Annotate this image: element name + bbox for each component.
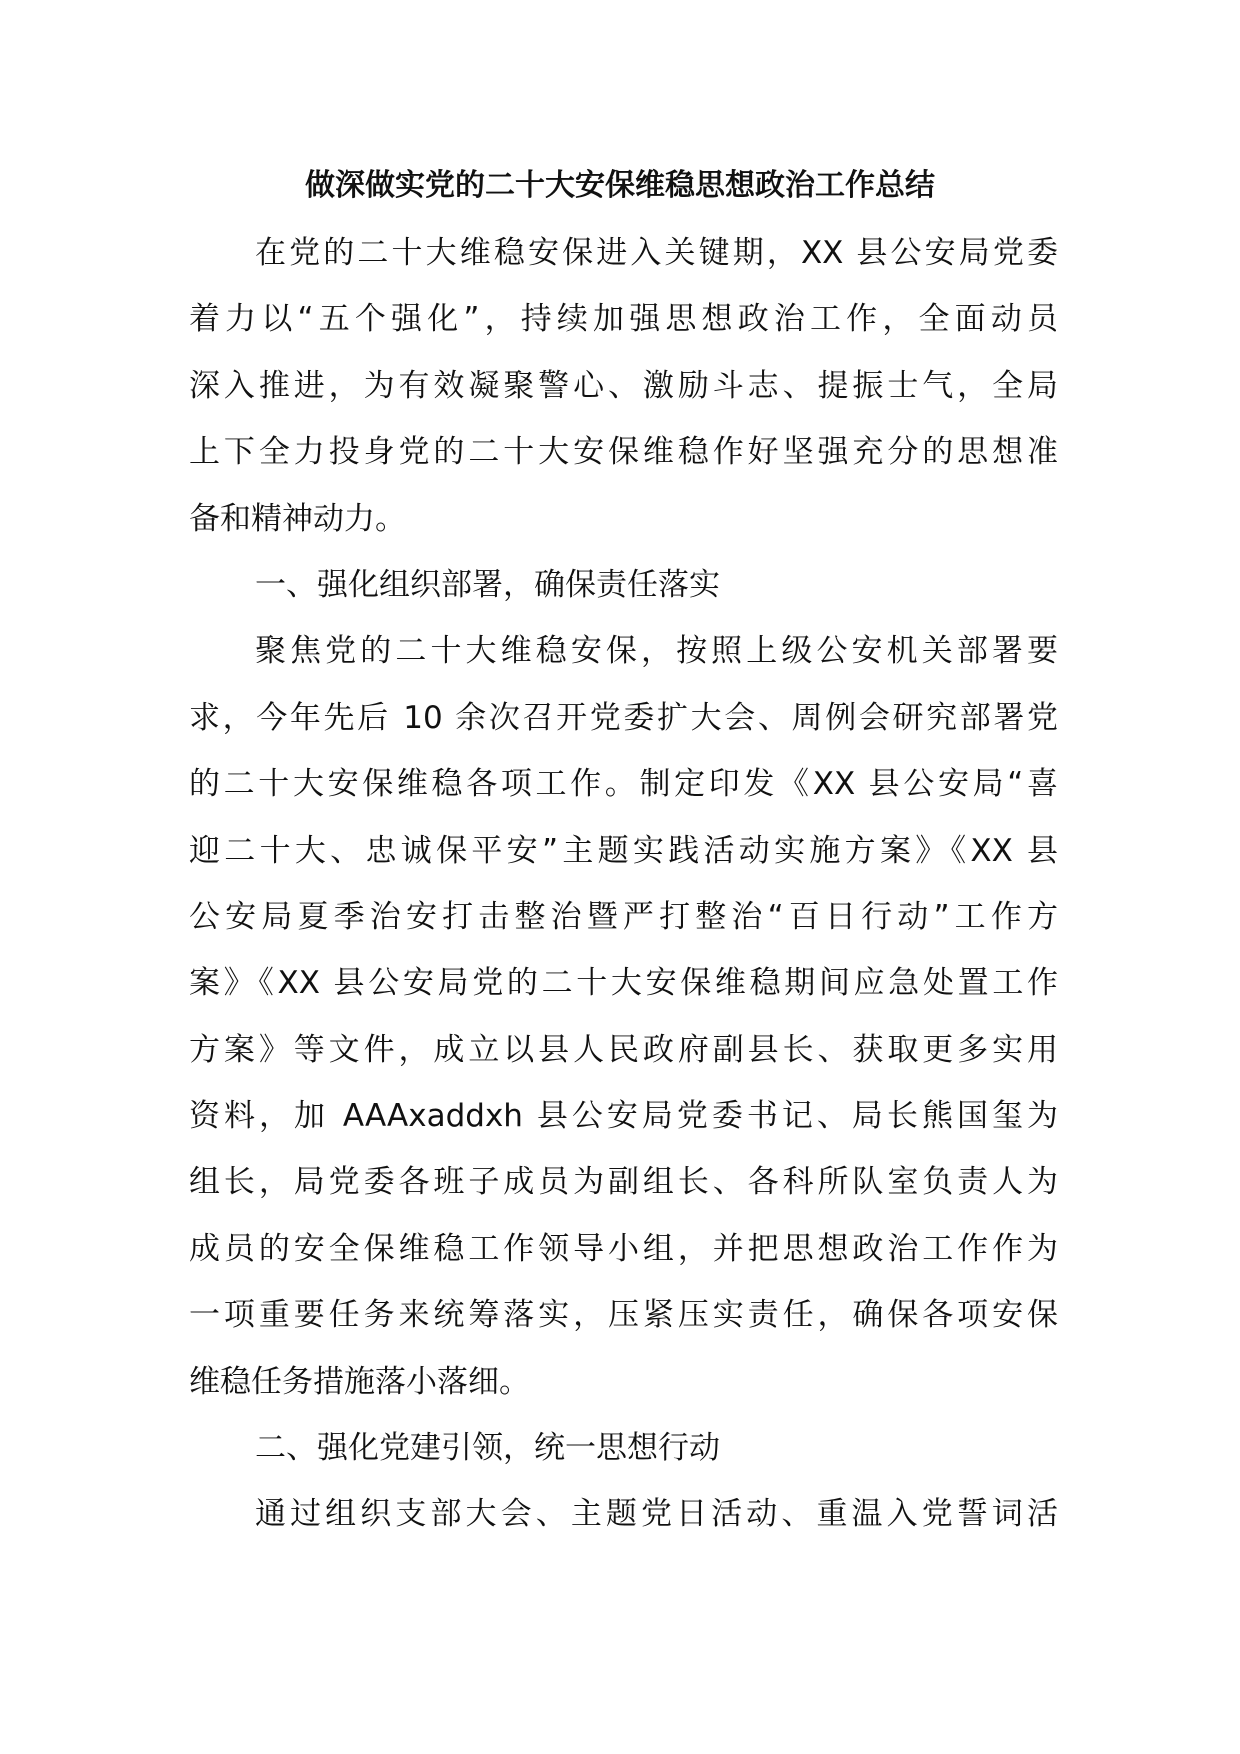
text-line: 二、强化党建引领，统一思想行动 <box>255 1430 720 1467</box>
text-line: 的二十大安保维稳各项工作。制定印发《XX 县公安局“喜 <box>189 766 1058 803</box>
text-line: 一、强化组织部署，确保责任落实 <box>255 566 720 603</box>
paragraph <box>189 1481 1058 1547</box>
text-line: 通过组织支部大会、主题党日活动、重温入党誓词活 <box>255 1496 1058 1533</box>
text-line: 备和精神动力。 <box>189 500 406 537</box>
paragraph <box>189 618 1058 1415</box>
text-line: 一项重要任务来统筹落实，压紧压实责任，确保各项安保 <box>189 1297 1058 1334</box>
text-line: 维稳任务措施落小落细。 <box>189 1363 530 1400</box>
text-line: 深入推进，为有效凝聚警心、激励斗志、提振士气，全局 <box>189 367 1058 404</box>
text-line: 求，今年先后 10 余次召开党委扩大会、周例会研究部署党 <box>189 699 1058 736</box>
text-line: 着力以“五个强化”，持续加强思想政治工作，全面动员 <box>189 301 1058 338</box>
text-line: 上下全力投身党的二十大安保维稳作好坚强充分的思想准 <box>189 434 1058 471</box>
document-title: 做深做实党的二十大安保维稳思想政治工作总结 <box>305 168 935 203</box>
text-line: 资料，加 AAAxaddxh 县公安局党委书记、局长熊国玺为 <box>189 1098 1058 1135</box>
document-body <box>189 220 1058 1548</box>
text-line: 聚焦党的二十大维稳安保，按照上级公安机关部署要 <box>255 633 1058 670</box>
text-line: 迎二十大、忠诚保平安”主题实践活动实施方案》《XX 县 <box>189 832 1058 869</box>
text-line: 在党的二十大维稳安保进入关键期，XX 县公安局党委 <box>255 235 1058 271</box>
section-heading <box>189 552 1058 618</box>
paragraph <box>189 220 1058 552</box>
text-line: 公安局夏季治安打击整治暨严打整治“百日行动”工作方 <box>189 898 1058 935</box>
section-heading <box>189 1415 1058 1481</box>
text-line: 成员的安全保维稳工作领导小组，并把思想政治工作作为 <box>189 1230 1058 1267</box>
text-line: 方案》等文件，成立以县人民政府副县长、获取更多实用 <box>189 1031 1058 1068</box>
text-line: 组长，局党委各班子成员为副组长、各科所队室负责人为 <box>189 1164 1058 1201</box>
text-line: 案》《XX 县公安局党的二十大安保维稳期间应急处置工作 <box>189 965 1058 1002</box>
